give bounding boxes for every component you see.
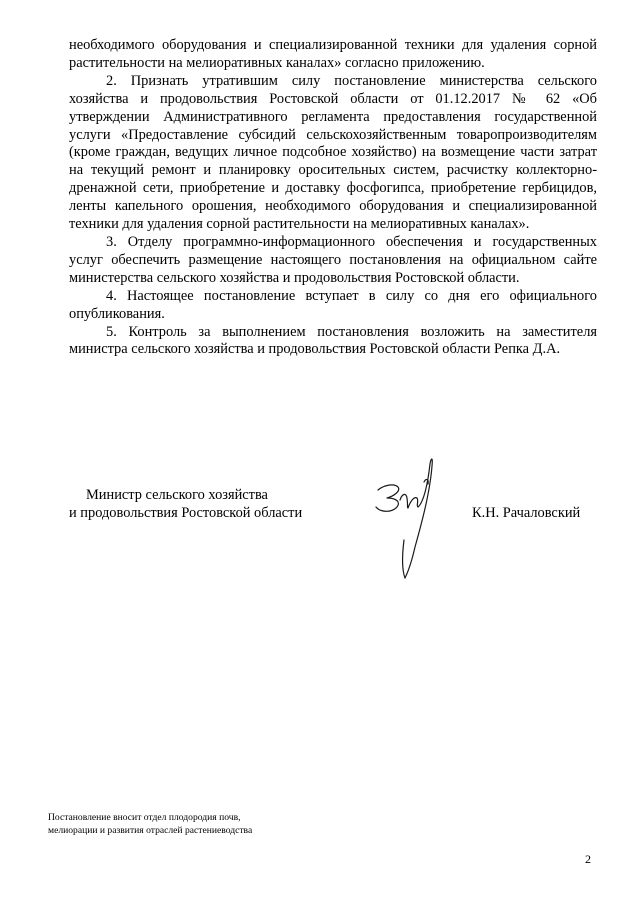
paragraph-item-3: 3. Отделу программно-информационного обеспечения и государственных услуг обеспечить размещение настоящего постановления на официальном сайте министерства сельского хозяйства и продовольствия Ростовской области. — [69, 233, 597, 286]
paragraph-item-4: 4. Настоящее постановление вступает в силу со дня его официального опубликования. — [69, 287, 597, 322]
paragraph-item-2: 2. Признать утратившим силу постановление министерства сельского хозяйства и продовольствия Ростовской области от 01.12.2017 № 62 «Об утверждении Административного регламента предоставления государственной услуги «Предоставление субсидий сельскохозяйственным товаропроизводителям (кроме граждан, ведущих личное подсобное хозяйство) на возмещение части затрат на текущий ремонт и планировку оросительных систем, расчистку коллекторно-дренажной сети, приобретение и доставку фосфогипса, приобретение гербицидов, ленты капельного орошения, необходимого оборудования и специализированной техники для удаления сорной растительности на мелиоративных каналах». — [69, 72, 597, 233]
handwritten-signature-icon — [372, 452, 442, 582]
paragraph-item-5: 5. Контроль за выполнением постановления возложить на заместителя министра сельского хозяйства и продовольствия Ростовской области Репка Д.А. — [69, 323, 597, 358]
paragraph-continuation: необходимого оборудования и специализированной техники для удаления сорной растительности на мелиоративных каналах» согласно приложению. — [69, 37, 597, 71]
signatory-name: К.Н. Рачаловский — [472, 505, 581, 521]
document-body — [69, 37, 597, 359]
signatory-position-line-1: Министр сельского хозяйства — [86, 487, 268, 503]
footer-note-line-2: мелиорации и развития отраслей растениеводства — [48, 824, 253, 836]
footer-note — [48, 812, 308, 837]
signatory-position — [69, 486, 359, 522]
signatory-position-line-2: и продовольствия Ростовской области — [69, 505, 303, 521]
page-number: 2 — [585, 852, 591, 866]
footer-note-line-1: Постановление вносит отдел плодородия почв, — [48, 812, 241, 823]
